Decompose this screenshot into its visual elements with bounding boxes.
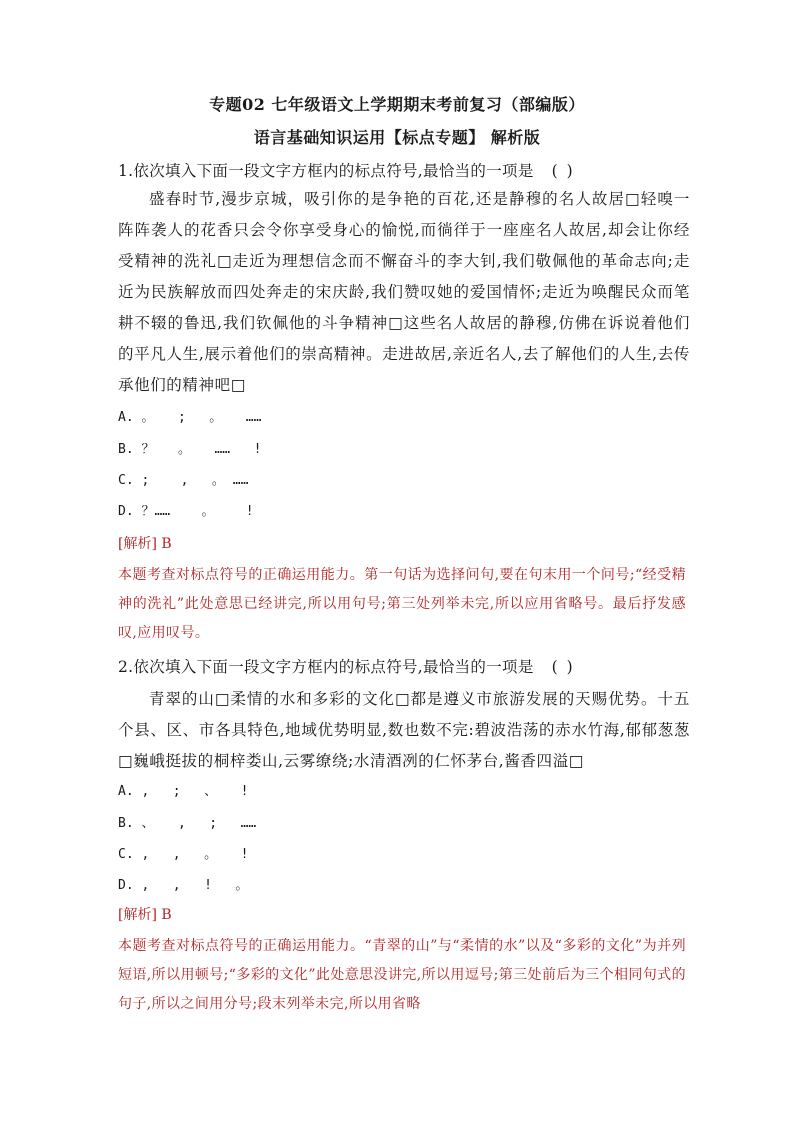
document-subtitle: 语言基础知识运用【标点专题】 解析版 [253, 128, 541, 147]
question-2-stem [118, 656, 688, 678]
question-1-option-c: C. ; , 。 …… [118, 473, 249, 488]
question-2-explanation: 本题考查对标点符号的正确运用能力。“青翠的山”与“柔情的水”以及“多彩的文化”为并列短语,所以用顿号;“多彩的文化”此处意思没讲完,所以用逗号;第三处前后为三个相同句式的句子,所以之间用分号;段末列举未完,所以用省略 [118, 938, 686, 1012]
question-stem-text: 1.依次填入下面一段文字方框内的标点符号,最恰当的一项是 [118, 162, 534, 180]
answer-blank: ( ) [551, 658, 575, 676]
question-2-option-a: A. , ; 、 ! [118, 784, 249, 799]
question-1-stem [118, 160, 688, 182]
question-1-option-b: B. ？ 。 …… ! [118, 442, 262, 457]
question-1-passage: 盛春时节,漫步京城，吸引你的是争艳的百花,还是静穆的名人故居□轻嗅一阵阵袭人的花香只会令你享受身心的愉悦,而徜徉于一座座名人故居,却会让你经受精神的洗礼□走近为理想信念而不懈奋斗的李大钊,我们敬佩他的革命志向;走近为民族解放而四处奔走的宋庆龄,我们赞叹她的爱国情怀;走近为唤醒民众而笔耕不辍的鲁迅,我们钦佩他的斗争精神□这些名人故居的静穆,仿佛在诉说着他们的平凡人生,展示着他们的崇高精神。走进故居,亲近名人,去了解他们的人生,去传承他们的精神吧□ [118, 190, 690, 394]
question-1-explanation: 本题考查对标点符号的正确运用能力。第一句话为选择问句,要在句末用一个问号;“经受精神的洗礼”此处意思已经讲完,所以用句号;第三处列举未完,所以应用省略号。最后抒发感叹,应用叹号。 [118, 567, 686, 641]
question-stem-text: 2.依次填入下面一段文字方框内的标点符号,最恰当的一项是 [118, 658, 534, 676]
question-2-answer: [解析] B [118, 907, 172, 923]
document-title: 专题02 七年级语文上学期期末考前复习（部编版） [209, 95, 585, 114]
question-2-passage: 青翠的山□柔情的水和多彩的文化□都是遵义市旅游发展的天赐优势。十五个县、区、市各具特色,地域优势明显,数也数不完:碧波浩荡的赤水竹海,郁郁葱葱□巍峨挺拔的桐梓娄山,云雾缭绕;水清酒冽的仁怀茅台,酱香四溢□ [118, 690, 690, 770]
question-1-option-d: D. ？…… 。 ! [118, 504, 254, 519]
answer-blank: ( ) [551, 162, 575, 180]
question-1-answer: [解析] B [118, 536, 172, 552]
question-2-option-c: C. , , 。 ! [118, 847, 249, 862]
question-2-option-d: D. , , ! 。 [118, 878, 249, 893]
question-2-option-b: B. 、 , ; …… [118, 816, 257, 831]
question-1-option-a: A. 。 ; 。 …… [118, 410, 262, 425]
